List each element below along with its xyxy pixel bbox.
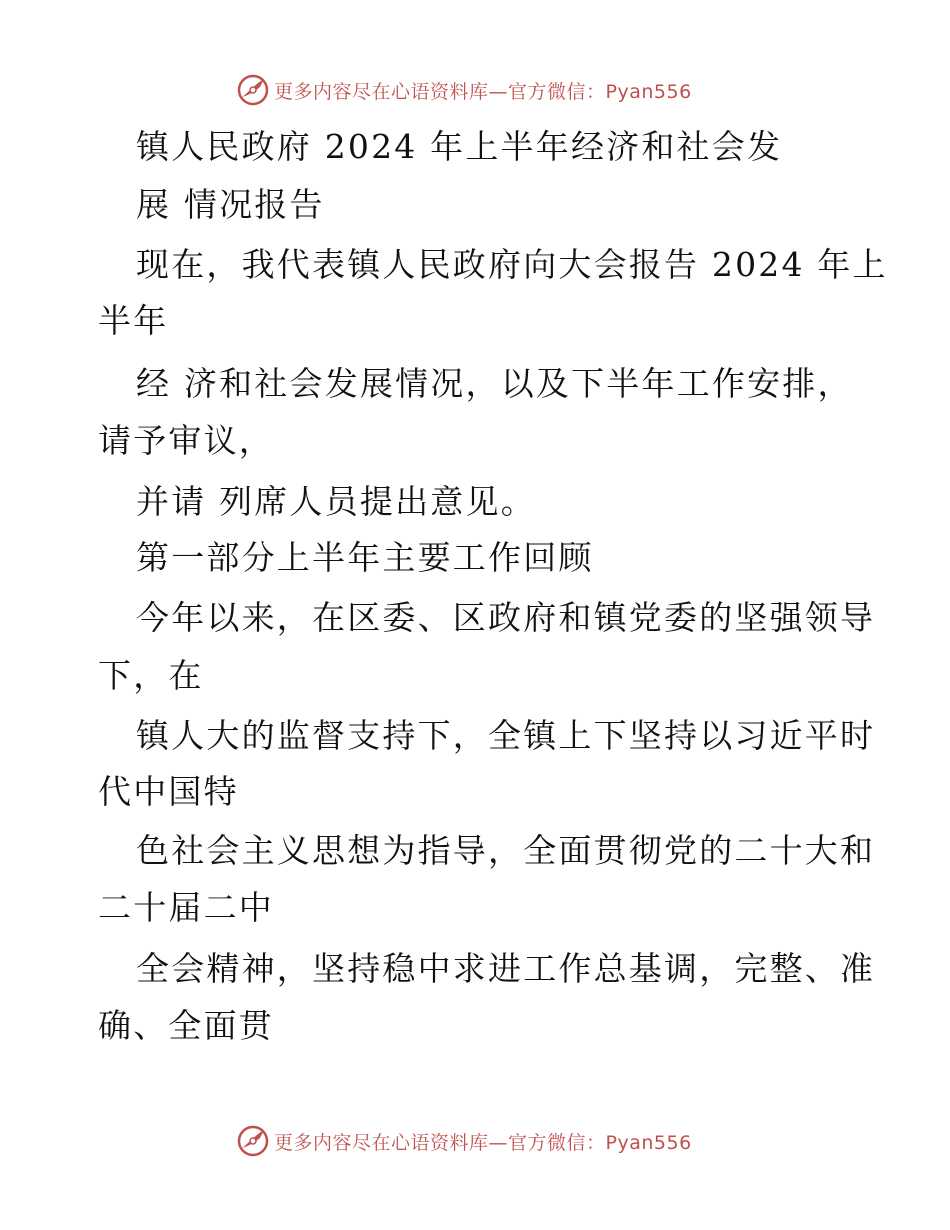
paragraph-line: 今年以来，在区委、区政府和镇党委的坚强领导 bbox=[136, 598, 876, 637]
paragraph-line: 现在，我代表镇人民政府向大会报告 2024 年上 bbox=[136, 245, 888, 284]
section-heading: 第一部分上半年主要工作回顾 bbox=[136, 538, 594, 577]
document-title-line-1: 镇人民政府 2024 年上半年经济和社会发 bbox=[136, 127, 783, 166]
paragraph-line: 确、全面贯 bbox=[98, 1006, 274, 1045]
paragraph-line: 全会精神，坚持稳中求进工作总基调，完整、准 bbox=[136, 949, 876, 988]
paragraph-line: 半年 bbox=[98, 301, 169, 340]
paragraph-line: 二十届二中 bbox=[98, 888, 274, 927]
paragraph-line: 请予审议， bbox=[98, 421, 274, 460]
footer-watermark bbox=[236, 1123, 692, 1159]
paragraph-line: 下，在 bbox=[98, 656, 204, 695]
circle-pen-logo-icon bbox=[236, 73, 270, 107]
paragraph-line: 镇人大的监督支持下，全镇上下坚持以习近平时 bbox=[136, 716, 876, 755]
document-title-line-2: 展 情况报告 bbox=[136, 185, 325, 224]
circle-pen-logo-icon bbox=[236, 1124, 270, 1158]
paragraph-line: 并请 列席人员提出意见。 bbox=[136, 482, 536, 521]
paragraph-line: 代中国特 bbox=[98, 772, 239, 811]
watermark-text: 更多内容尽在心语资料库—官方微信：Pyan556 bbox=[274, 1131, 692, 1154]
header-watermark bbox=[236, 72, 692, 108]
paragraph-line: 经 济和社会发展情况，以及下半年工作安排， bbox=[136, 364, 853, 403]
watermark-text: 更多内容尽在心语资料库—官方微信：Pyan556 bbox=[274, 80, 692, 103]
paragraph-line: 色社会主义思想为指导，全面贯彻党的二十大和 bbox=[136, 831, 876, 870]
